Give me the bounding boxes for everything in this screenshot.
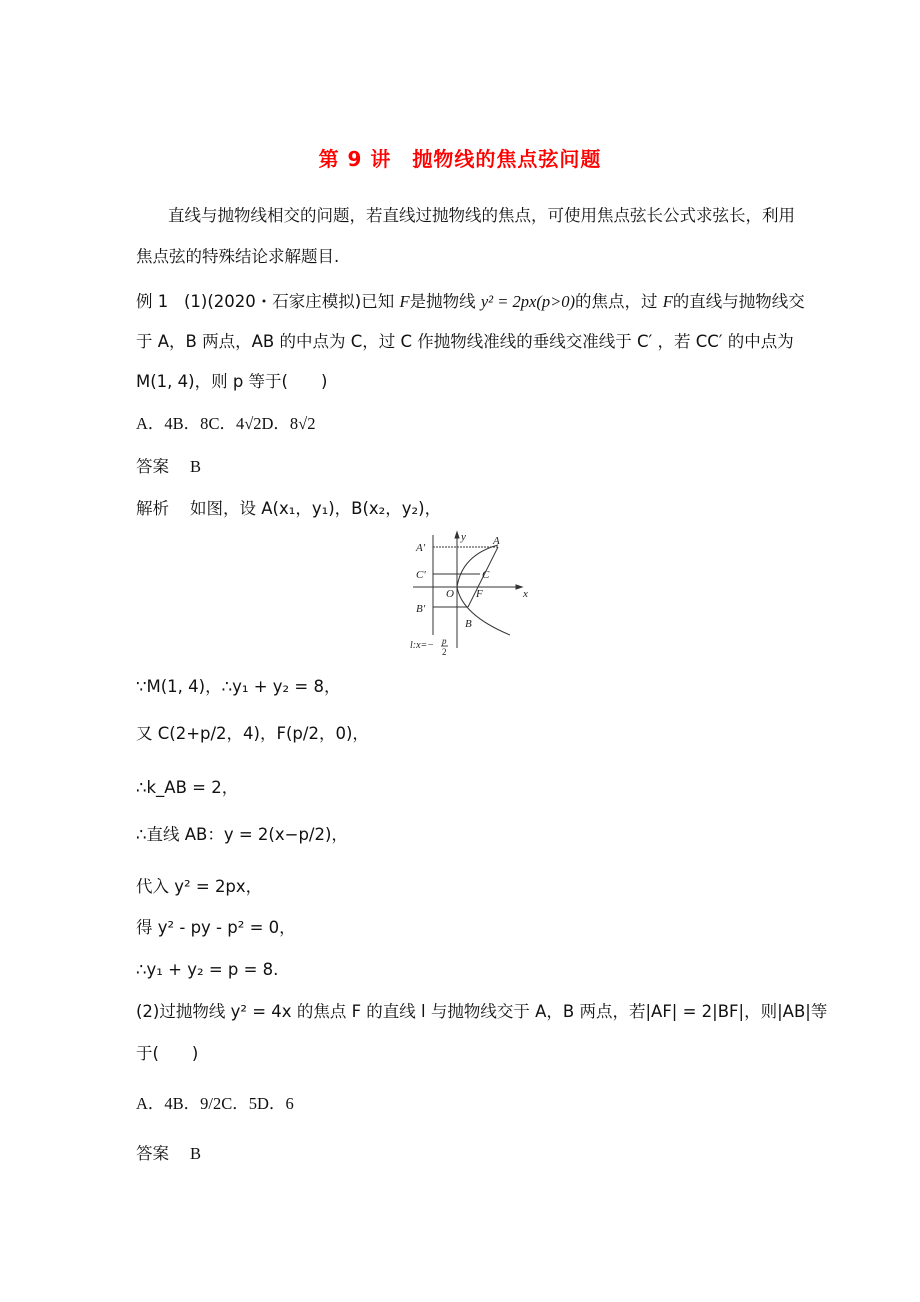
parabola-figure: [380, 530, 540, 660]
options-part2: A．4B．9/2C．5D．6: [136, 1094, 294, 1113]
example1-line-3: M(1, 4)，则 p 等于( ): [136, 372, 328, 391]
step-1: ∵M(1, 4)，∴y₁ + y₂ = 8，: [136, 677, 341, 696]
x-axis-arrow-icon: [516, 585, 522, 589]
svg-text:O: O: [446, 588, 454, 600]
svg-text:C′: C′: [416, 569, 426, 581]
svg-text:l:x=−: l:x=−: [410, 640, 435, 651]
step-3: ∴k_AB = 2，: [136, 778, 239, 797]
svg-text:B′: B′: [416, 603, 426, 615]
step-5: 代入 y² = 2px，: [136, 877, 263, 896]
svg-text:C: C: [482, 569, 490, 581]
svg-text:p: p: [442, 636, 447, 646]
example1-line-1: 例 1 (1)(2020・石家庄模拟)已知 F是抛物线 y² = 2px(p>0)的焦点，过 F的直线与抛物线交: [136, 292, 805, 311]
answer-value: B: [189, 457, 201, 476]
intro-line-1: 直线与抛物线相交的问题，若直线过抛物线的焦点，可使用焦点弦长公式求弦长，利用: [168, 206, 795, 225]
answer-part1: 答案 B: [136, 457, 201, 476]
analysis-intro: 解析 如图，设 A(x₁，y₁)，B(x₂，y₂)，: [136, 499, 442, 518]
part2-line-1: (2)过抛物线 y² = 4x 的焦点 F 的直线 l 与抛物线交于 A，B 两点，若|AF| = 2|BF|，则|AB|等: [136, 1002, 828, 1021]
options-part1: A．4B．8C．4√2D．8√2: [136, 414, 316, 433]
example-label: 例 1: [136, 292, 169, 311]
svg-text:y: y: [461, 531, 466, 543]
svg-text:B: B: [465, 618, 472, 630]
intro-line-2: 焦点弦的特殊结论求解题目.: [136, 247, 340, 266]
step-4: ∴直线 AB：y = 2(x−p/2)，: [136, 825, 348, 844]
step-2: 又 C(2+p/2，4)，F(p/2，0)，: [136, 724, 369, 743]
example1-line-2: 于 A，B 两点，AB 的中点为 C，过 C 作抛物线准线的垂线交准线于 C′ ，若 CC′ 的中点为: [136, 332, 794, 351]
svg-text:2: 2: [442, 647, 447, 657]
svg-text:A: A: [493, 535, 500, 547]
step-7: ∴y₁ + y₂ = p = 8.: [136, 960, 279, 979]
answer-part2: 答案 B: [136, 1144, 201, 1163]
page-title: 第 9 讲 抛物线的焦点弦问题: [318, 147, 602, 171]
svg-text:x: x: [523, 588, 528, 600]
y-axis-arrow-icon: [455, 532, 459, 538]
answer-value: B: [189, 1144, 201, 1163]
parabola-equation: y² = 2px(p>0): [480, 292, 575, 311]
part2-line-2: 于( ): [136, 1044, 199, 1063]
svg-text:F: F: [476, 588, 483, 600]
step-6: 得 y² - py - p² = 0，: [136, 918, 296, 937]
svg-text:A′: A′: [416, 542, 426, 554]
